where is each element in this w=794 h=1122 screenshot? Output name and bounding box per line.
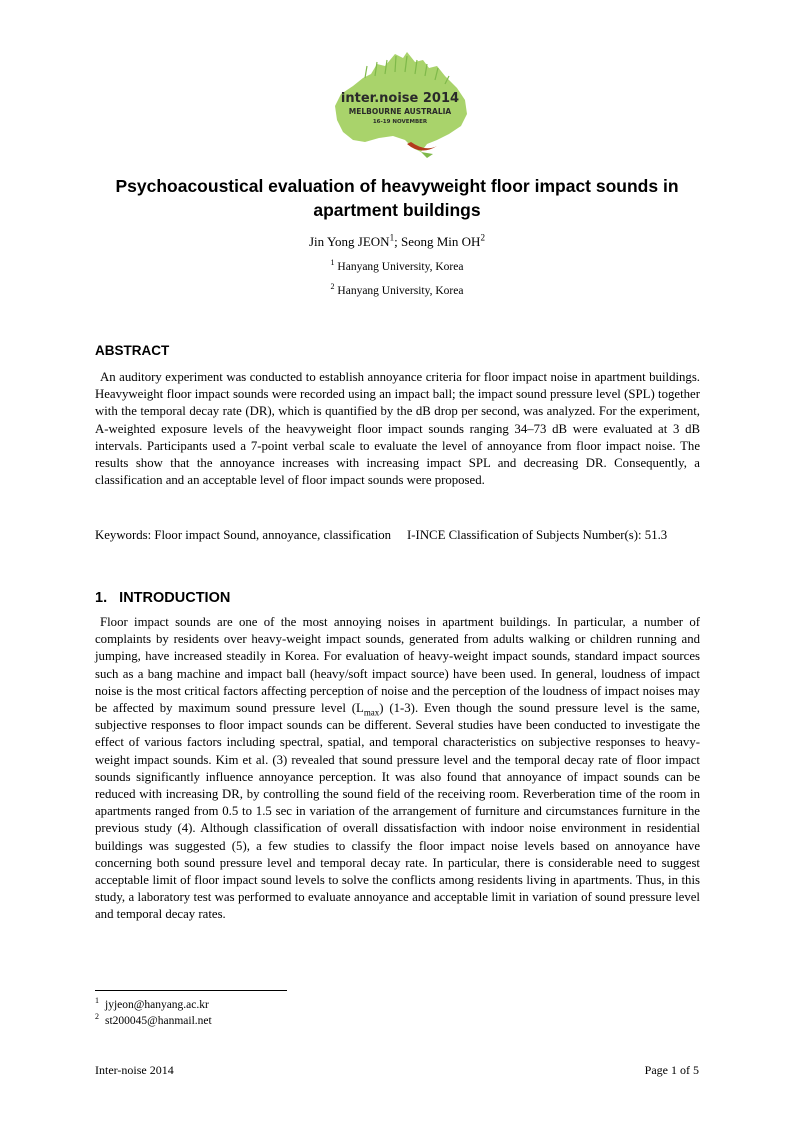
title-line-1: Psychoacoustical evaluation of heavyweight floor impact sounds in <box>115 176 679 196</box>
footnote-1 <box>95 996 209 1011</box>
footnote-1-text: jyjeon@hanyang.ac.kr <box>105 998 209 1011</box>
intro-text-after: ) (1-3). Even though the sound pressure level is the same, subjective responses to floor impact sounds can be different. Several studies have been conducted to investigate the effect of various factors including spectral, spatial, and temporal characteristics on subjective responses to heavy-weight impact sounds. Kim et al. (3) revealed that sound pressure level and the temporal decay rate of floor impact sounds significantly influence annoyance perception. It was also found that annoyance of impact sounds can be reduced with increasing DR, by controlling the sound field of the receiving room. Reverberation time of the room in apartments ranged from 0.5 to 1.5 sec in variation of the arrangement of furniture and circumstances furniture in the previous study (4). Although classification of overall dissatisfaction with indoor noise environment in residential buildings was suggested (5), a few studies to classify the floor impact noise levels based on annoyance have concerning both sound pressure level and temporal decay rate. In particular, there is considerable need to suggest acceptable limit of floor impact sound levels to solve the conflicts among residents living in apartments. Thus, in this study, a laboratory test was performed to evaluate annoyance and acceptable limit in variation of sound pressure level and temporal decay rates. <box>95 701 700 922</box>
abstract-text: An auditory experiment was conducted to establish annoyance criteria for floor impact noise in apartment buildings. Heavyweight floor impact sounds were recorded using an impact ball; the impact sound pressure level (SPL) together with the temporal decay rate (DR), which is quantified by the dB drop per second, was analyzed. For the experiment, A-weighted exposure levels of the heavyweight floor impact sounds ranging 34–73 dB were evaluated at 3 dB intervals. Participants used a 7-point verbal scale to evaluate the level of annoyance from floor impact noise. The results show that the annoyance increases with increasing impact SPL and decreasing DR. Consequently, a classification and an acceptable level of floor impact sounds were proposed. <box>95 370 700 488</box>
affiliation-2-sup: 2 <box>330 282 335 292</box>
conference-logo <box>325 48 475 166</box>
affiliation-1 <box>80 258 714 273</box>
footer-page-number: Page 1 of 5 <box>644 1063 699 1077</box>
abstract-heading: ABSTRACT <box>95 343 170 358</box>
keywords-text: Keywords: Floor impact Sound, annoyance, classification I-INCE Classification of Subjects Number(s): 51.3 <box>95 528 668 542</box>
author-2-name: Seong Min OH <box>400 234 481 249</box>
title-line-2: apartment buildings <box>313 200 481 220</box>
author-1-name: Jin Yong JEON <box>309 234 390 249</box>
affiliation-2-text: Hanyang University, Korea <box>337 285 464 297</box>
intro-text-before: Floor impact sounds are one of the most annoying noises in apartment buildings. In particular, a number of complaints by residents over heavy-weight impact sounds, generated from adults walking or children running and jumping, have increased steadily in Korea. For evaluation of heavy-weight impact sounds, standard impact sources such as a bang machine and impact ball (heavy/soft impact source) have been used. In general, loudness of impact noise is the most critical factors affecting perception of noise and the perception of the loudness of impact noises may be affected by maximum sound pressure level (L <box>95 615 700 716</box>
footnote-2-text: st200045@hanmail.net <box>105 1014 212 1027</box>
affiliation-2 <box>80 282 714 297</box>
footnote-2 <box>95 1012 212 1027</box>
tasmania-shape <box>421 152 433 158</box>
introduction-text <box>95 614 700 924</box>
author-separator: ; <box>394 234 401 249</box>
lmax-subscript: max <box>363 707 380 718</box>
author-list <box>80 234 714 250</box>
logo-line2: MELBOURNE AUSTRALIA <box>348 107 452 116</box>
australia-map-logo <box>325 48 475 166</box>
author-2-sup: 2 <box>480 232 485 243</box>
affiliation-1-sup: 1 <box>330 258 335 268</box>
affiliation-1-text: Hanyang University, Korea <box>337 261 464 273</box>
footer-conference: Inter-noise 2014 <box>95 1063 174 1077</box>
footnote-1-num: 1 <box>95 996 99 1005</box>
introduction-heading: 1. INTRODUCTION <box>95 590 231 606</box>
logo-line3: 16-19 NOVEMBER <box>372 119 428 125</box>
author-1-sup: 1 <box>389 232 395 243</box>
logo-line1: inter.noise 2014 <box>340 91 460 106</box>
footnote-rule <box>95 990 287 991</box>
paper-title <box>80 174 714 222</box>
footnote-2-num: 2 <box>95 1012 99 1021</box>
